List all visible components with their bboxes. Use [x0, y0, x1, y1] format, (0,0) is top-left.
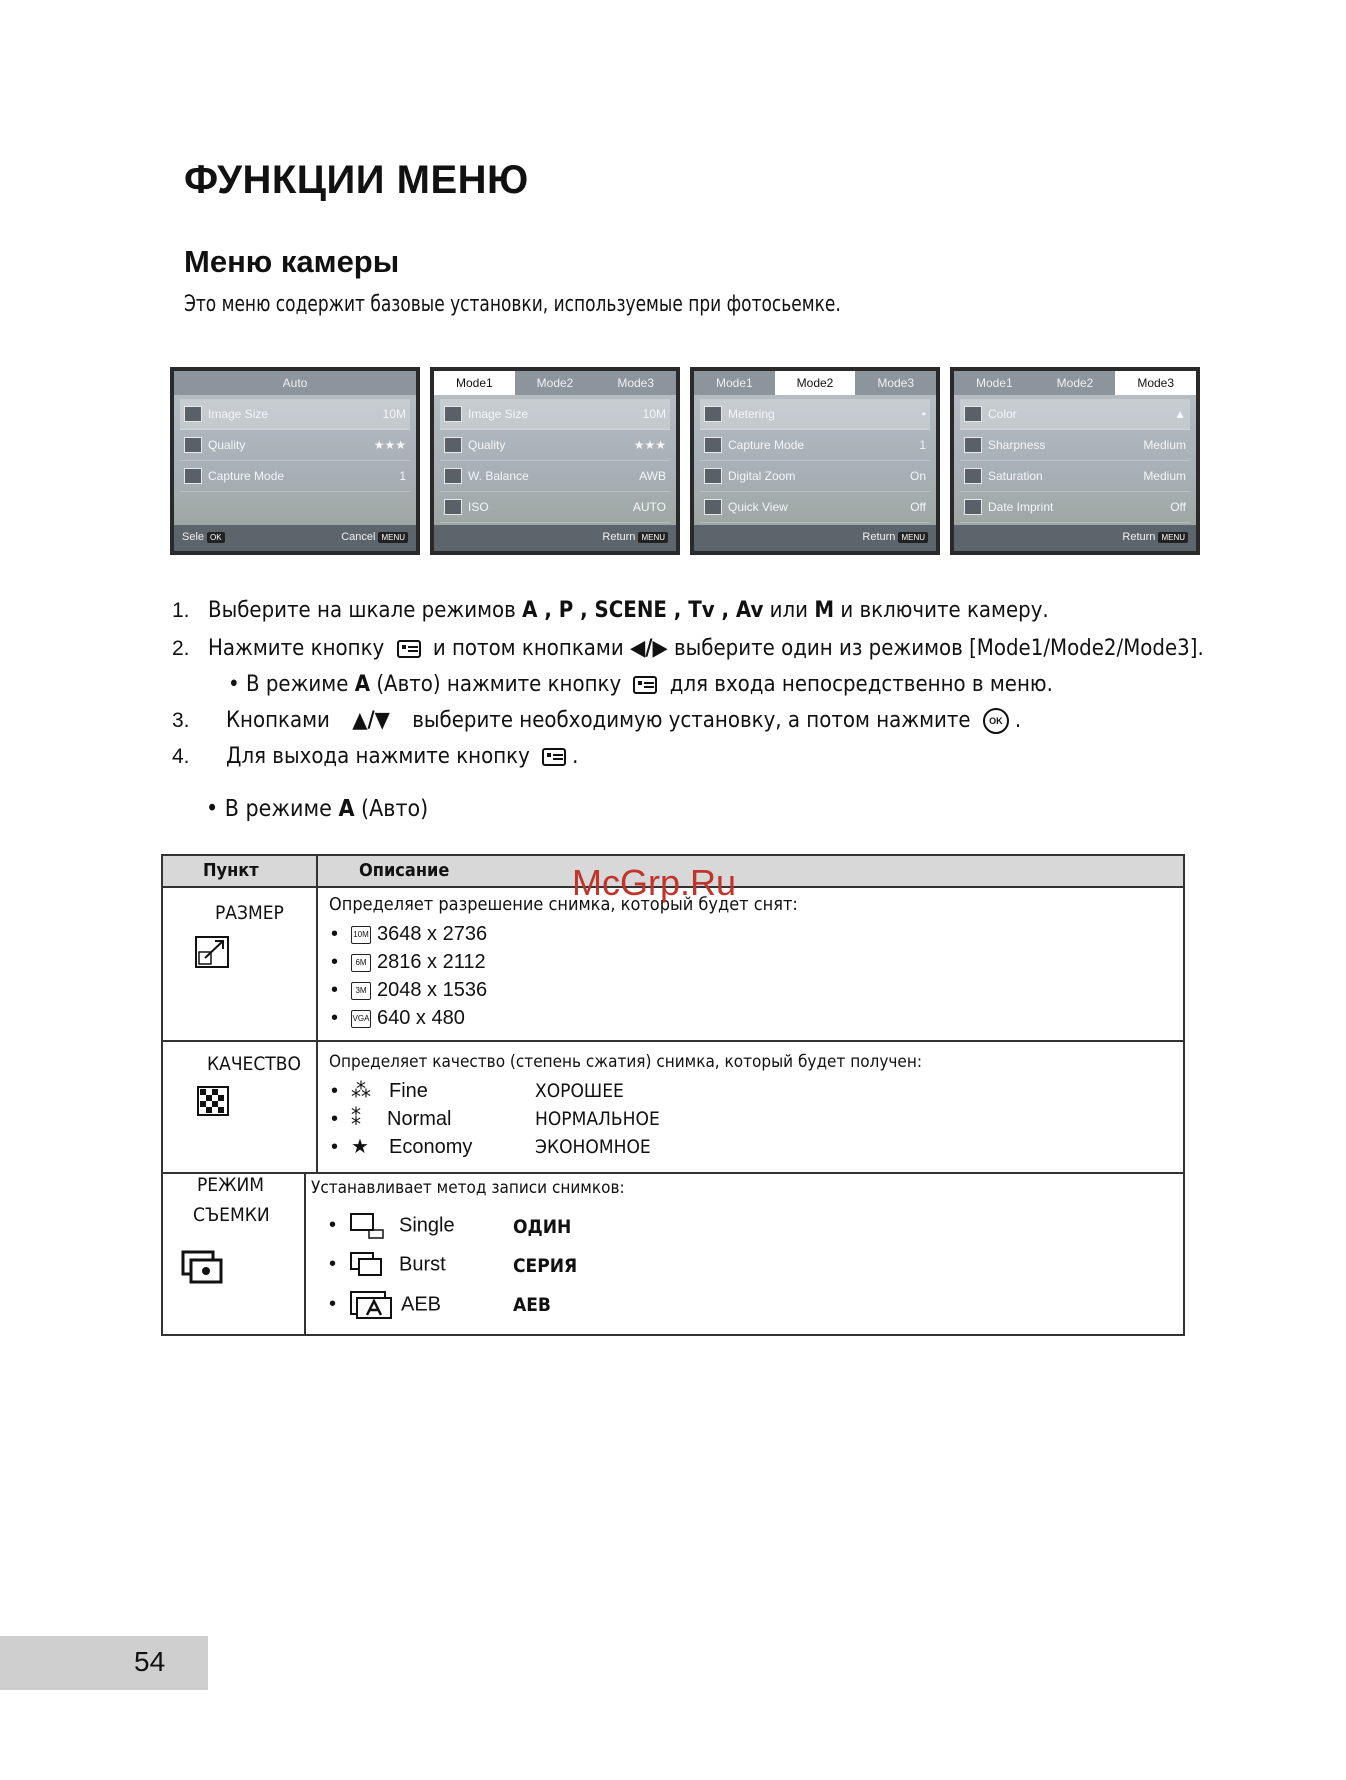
capture-aeb-ru: AEB: [513, 1294, 551, 1316]
tab-mode2[interactable]: Mode2: [536, 376, 574, 390]
ok-button-icon: OK: [983, 708, 1009, 734]
burst-icon: [349, 1251, 387, 1279]
screen-tabs: [434, 371, 676, 395]
page-number-box: [0, 1636, 208, 1690]
saturation-icon: [964, 468, 982, 484]
capture-mode-name-line2: СЪЕМКИ: [193, 1204, 270, 1226]
capture-mode-name-line1: РЕЖИМ: [197, 1174, 265, 1196]
tab-mode1[interactable]: Mode1: [434, 371, 515, 395]
camera-screens: [170, 367, 1200, 555]
menu-row-quick-view[interactable]: Quick View Off: [700, 492, 930, 523]
quality-icon: [197, 1086, 229, 1116]
tab-mode3[interactable]: Mode3: [877, 376, 915, 390]
menu-row-image-size[interactable]: Image Size 10M: [180, 399, 410, 430]
header-description: Описание: [359, 860, 450, 881]
size-option: • 3M 2048 x 1536: [331, 979, 488, 1001]
date-imprint-icon: [964, 499, 982, 515]
size-name: РАЗМЕР: [215, 902, 284, 924]
metering-icon: [704, 406, 722, 422]
quality-icon: [444, 437, 462, 453]
menu-button-icon: [542, 748, 566, 766]
fine-icon: ⁂: [351, 1080, 371, 1102]
ok-key-icon: OK: [207, 532, 225, 543]
screen-footer: Return MENU: [694, 525, 936, 551]
quality-option: • ⁑ Normal: [331, 1108, 452, 1130]
screen-mode3: [950, 367, 1200, 555]
capture-mode-icon: [704, 437, 722, 453]
menu-row-image-size[interactable]: Image Size 10M: [440, 399, 670, 430]
capture-mode-icon: [184, 468, 202, 484]
capture-mode-description: Устанавливает метод записи снимков:: [311, 1178, 625, 1198]
menu-row-digital-zoom[interactable]: Digital Zoom On: [700, 461, 930, 492]
size-option: • 10M 3648 x 2736: [331, 923, 488, 945]
menu-row-saturation[interactable]: Saturation Medium: [960, 461, 1190, 492]
capture-mode-icon: [181, 1250, 225, 1286]
normal-icon: ⁑: [351, 1108, 361, 1130]
menu-key-icon: MENU: [898, 532, 928, 543]
menu-row-color[interactable]: Color ▲: [960, 399, 1190, 430]
menu-row-white-balance[interactable]: W. Balance AWB: [440, 461, 670, 492]
screen-tabs: [694, 371, 936, 395]
watermark: McGrp.Ru: [572, 862, 737, 903]
up-down-arrows-icon: ▲/▼: [352, 708, 390, 733]
tab-mode3[interactable]: Mode3: [617, 376, 655, 390]
tab-mode2[interactable]: Mode2: [1056, 376, 1094, 390]
screen-footer: Return MENU: [954, 525, 1196, 551]
vga-icon: VGA: [351, 1010, 371, 1028]
page-title: ФУНКЦИИ МЕНЮ: [184, 158, 529, 202]
menu-key-icon: MENU: [378, 532, 408, 543]
screen-mode1: [430, 367, 680, 555]
screen-tabs: [954, 371, 1196, 395]
step-4: 4. Для выхода нажмите кнопку .: [172, 744, 579, 769]
left-right-arrows-icon: ◀/▶: [630, 636, 668, 661]
single-shot-icon: [349, 1212, 387, 1240]
tab-mode3[interactable]: Mode3: [1115, 371, 1196, 395]
menu-key-icon: MENU: [1158, 532, 1188, 543]
color-icon: [964, 406, 982, 422]
menu-row-sharpness[interactable]: Sharpness Medium: [960, 430, 1190, 461]
menu-row-quality[interactable]: Quality ★★★: [180, 430, 410, 461]
screen-mode2: [690, 367, 940, 555]
menu-row-quality[interactable]: Quality ★★★: [440, 430, 670, 461]
quality-normal-ru: НОРМАЛЬНОЕ: [535, 1108, 660, 1130]
settings-table: [161, 854, 1185, 1336]
capture-option: • Burst: [329, 1251, 446, 1279]
iso-icon: [444, 499, 462, 515]
menu-row-date-imprint[interactable]: Date Imprint Off: [960, 492, 1190, 523]
tab-mode1[interactable]: Mode1: [715, 376, 753, 390]
quality-option: • ★ Economy: [331, 1136, 473, 1158]
image-size-icon: [195, 936, 229, 968]
menu-button-icon: [633, 676, 657, 694]
screen-footer: Return MENU: [434, 525, 676, 551]
quality-name: КАЧЕСТВО: [207, 1053, 301, 1075]
size-description: Определяет разрешение снимка, который будет снят:: [329, 894, 798, 915]
digital-zoom-icon: [704, 468, 722, 484]
step-2: 2. Нажмите кнопку и потом кнопками ◀/▶ выберите один из режимов [Mode1/Mode2/Mode3].: [172, 636, 1204, 661]
3m-icon: 3M: [351, 982, 371, 1000]
auto-mode-note: • В режиме A (Авто): [206, 796, 429, 822]
tab-mode1[interactable]: Mode1: [975, 376, 1013, 390]
capture-option: • AEB: [329, 1290, 441, 1320]
step-1: 1. Выберите на шкале режимов A , P , SCENE , Tv , Av или M и включите камеру.: [172, 598, 1049, 623]
capture-single-ru: ОДИН: [513, 1216, 572, 1238]
white-balance-icon: [444, 468, 462, 484]
quality-fine-ru: ХОРОШЕЕ: [535, 1080, 624, 1102]
quality-option: • ⁂ Fine: [331, 1080, 428, 1102]
quality-description: Определяет качество (степень сжатия) снимка, который будет получен:: [329, 1052, 922, 1072]
quality-icon: [184, 437, 202, 453]
sharpness-icon: [964, 437, 982, 453]
6m-icon: 6M: [351, 954, 371, 972]
step-3: 3. Кнопками ▲/▼ выберите необходимую установку, а потом нажмите OK .: [172, 708, 1022, 733]
section-subtitle: Меню камеры: [184, 244, 400, 279]
intro-text: Это меню содержит базовые установки, используемые при фотосьемке.: [184, 292, 841, 317]
tab-mode2[interactable]: Mode2: [775, 371, 856, 395]
menu-key-icon: MENU: [638, 532, 668, 543]
image-size-icon: [444, 406, 462, 422]
tab-auto[interactable]: Auto: [282, 376, 308, 390]
menu-button-icon: [397, 640, 421, 658]
menu-row-metering[interactable]: Metering •: [700, 399, 930, 430]
quick-view-icon: [704, 499, 722, 515]
size-option: • 6M 2816 x 2112: [331, 951, 486, 973]
image-size-icon: [184, 406, 202, 422]
menu-row-iso[interactable]: ISO AUTO: [440, 492, 670, 523]
quality-economy-ru: ЭКОНОМНОЕ: [535, 1136, 651, 1158]
screen-auto: [170, 367, 420, 555]
10m-icon: 10M: [351, 926, 371, 944]
economy-icon: ★: [351, 1136, 369, 1158]
size-option: • VGA 640 x 480: [331, 1007, 465, 1029]
aeb-icon: [349, 1290, 393, 1320]
screen-tabs: [174, 371, 416, 395]
step-2-note: • В режиме A (Авто) нажмите кнопку для входа непосредственно в меню.: [228, 672, 1053, 697]
header-item: Пункт: [203, 860, 259, 881]
menu-row-capture-mode[interactable]: Capture Mode 1: [700, 430, 930, 461]
capture-burst-ru: СЕРИЯ: [513, 1255, 578, 1277]
menu-row-capture-mode[interactable]: Capture Mode 1: [180, 461, 410, 492]
page-number: 54: [134, 1646, 166, 1677]
capture-option: • Single: [329, 1212, 455, 1240]
screen-footer: Sele OK Cancel MENU: [174, 525, 416, 551]
